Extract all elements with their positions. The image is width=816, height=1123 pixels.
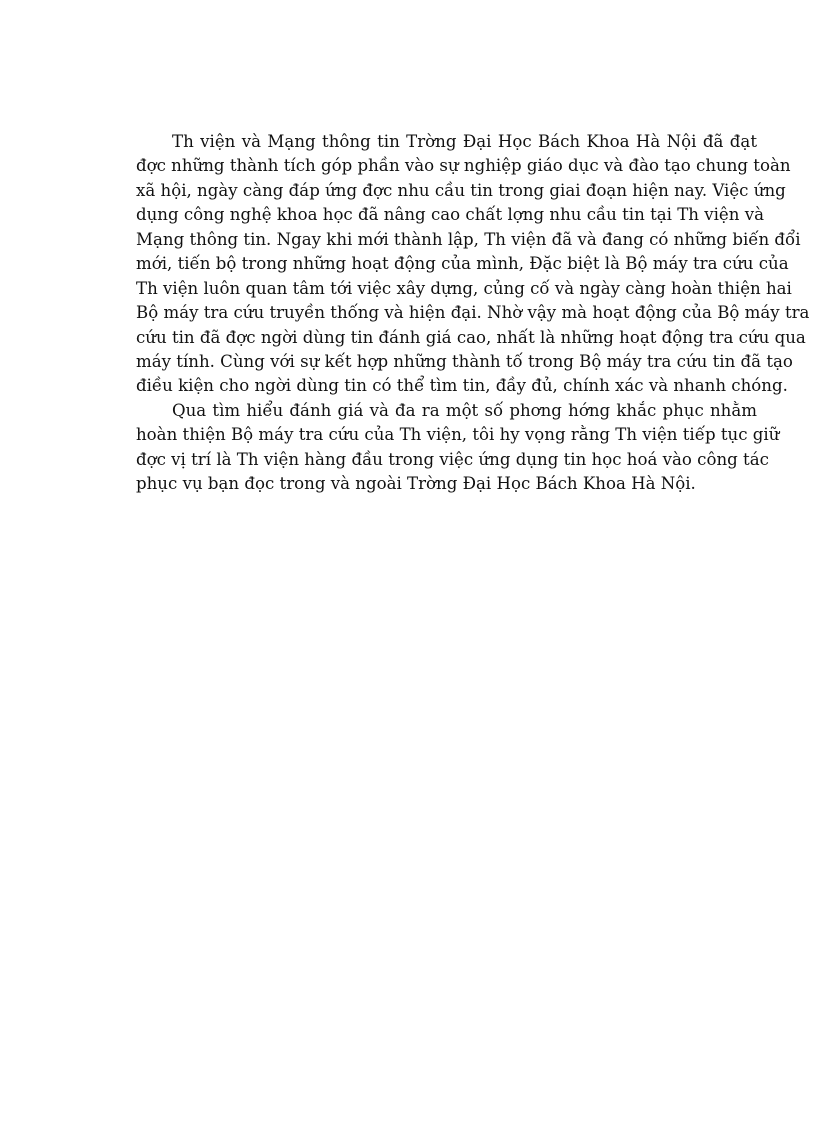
text-line: xã hội, ngày càng đáp ứng đợc nhu cầu tin trong giai đoạn hiện nay. Việc ứng xyxy=(136,180,786,200)
text-line: Th viện và Mạng thông tin Trờng Đại Học Bách Khoa Hà Nội đã đạt xyxy=(172,132,757,151)
text-line: đợc những thành tích góp phần vào sự nghiệp giáo dục và đào tạo chung toàn xyxy=(136,156,791,176)
text-line: hoàn thiện Bộ máy tra cứu của Th viện, tôi hy vọng rằng Th viện tiếp tục giữ xyxy=(136,425,780,445)
text-line: Th viện luôn quan tâm tới việc xây dựng, củng cố và ngày càng hoàn thiện hai xyxy=(136,278,792,298)
text-line: dụng công nghệ khoa học đã nâng cao chất lợng nhu cầu tin tại Th viện và xyxy=(136,205,764,225)
text-line: Bộ máy tra cứu truyền thống và hiện đại. Nhờ vậy mà hoạt động của Bộ máy tra xyxy=(136,303,810,323)
text-line: đợc vị trí là Th viện hàng đầu trong việc ứng dụng tin học hoá vào công tác xyxy=(136,449,769,469)
paragraph-2 xyxy=(136,399,780,497)
text-line: cứu tin đã đợc ngời dùng tin đánh giá cao, nhất là những hoạt động tra cứu qua xyxy=(136,327,806,347)
body-text xyxy=(136,130,810,497)
text-line: phục vụ bạn đọc trong và ngoài Trờng Đại Học Bách Khoa Hà Nội. xyxy=(136,474,696,494)
text-line: điều kiện cho ngời dùng tin có thể tìm tin, đầy đủ, chính xác và nhanh chóng. xyxy=(136,376,788,396)
paragraph-1 xyxy=(136,130,810,399)
text-line: Qua tìm hiểu đánh giá và đa ra một số phơng hớng khắc phục nhằm xyxy=(172,400,757,420)
text-line: máy tính. Cùng với sự kết hợp những thành tố trong Bộ máy tra cứu tin đã tạo xyxy=(136,351,793,371)
text-line: Mạng thông tin. Ngay khi mới thành lập, Th viện đã và đang có những biến đổi xyxy=(136,229,801,249)
text-line: mới, tiến bộ trong những hoạt động của mình, Đặc biệt là Bộ máy tra cứu của xyxy=(136,254,789,274)
